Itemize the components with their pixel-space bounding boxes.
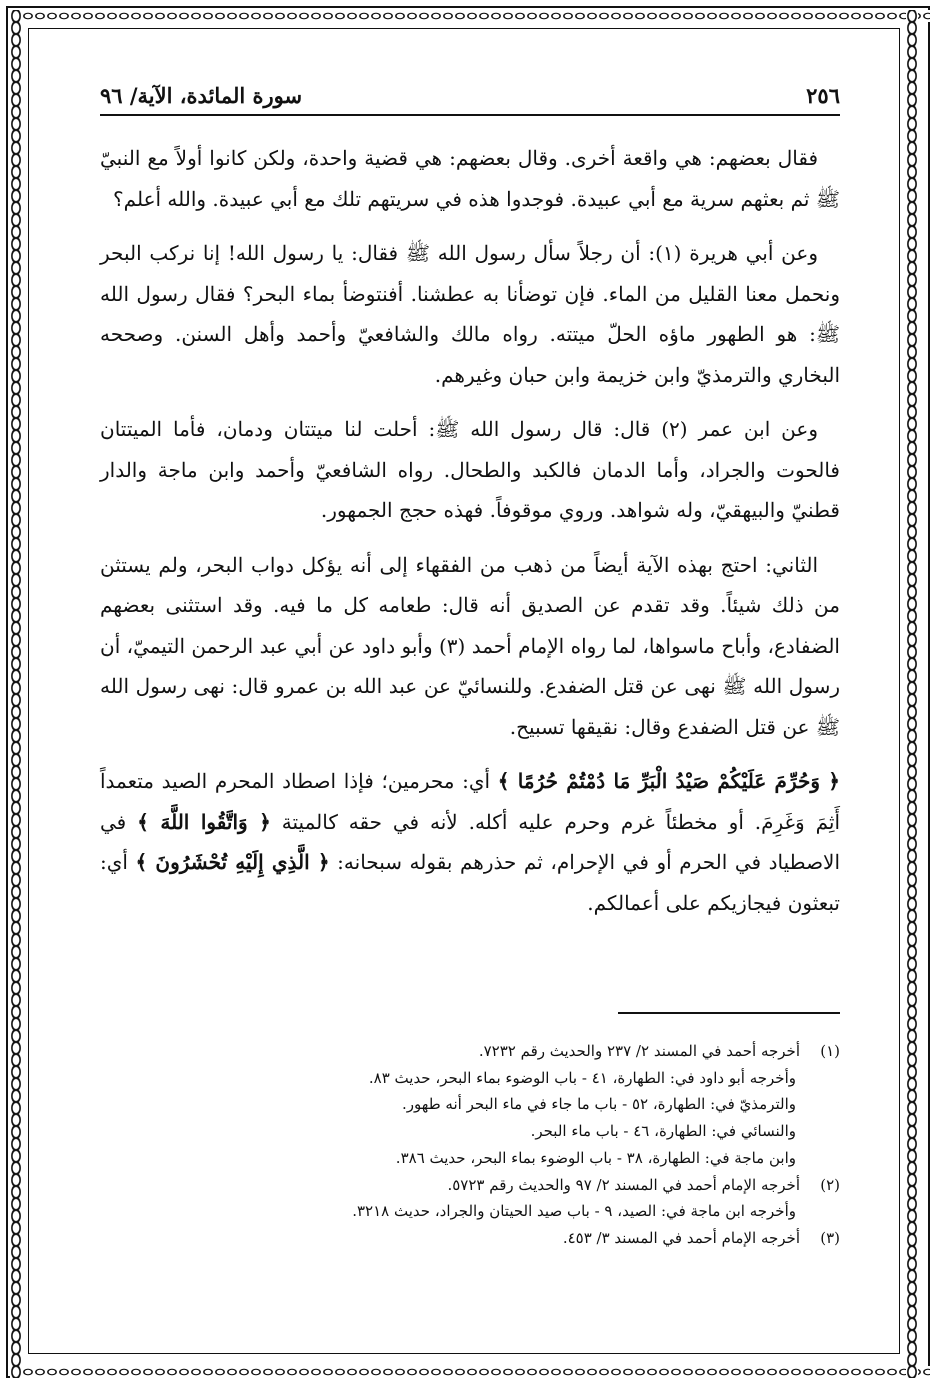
footnote xyxy=(100,1118,840,1145)
quran-verse: ﴿ وَاتَّقُوا اللَّهَ ﴾ xyxy=(137,809,271,834)
footnote-text: أخرجه الإمام أحمد في المسند ٢/ ٩٧ والحديث رقم ٥٧٢٣. xyxy=(447,1175,800,1194)
header-rule xyxy=(100,114,840,116)
chain-border-bottom xyxy=(10,1366,930,1378)
page-number: ٢٥٦ xyxy=(806,83,840,108)
footnote xyxy=(100,1225,840,1252)
footnote xyxy=(100,1091,840,1118)
commentary-text: في الاصطياد في الحرم أو في الإحرام، ثم حذرهم بقوله سبحانه: xyxy=(100,809,841,874)
footnote-number: (٢) xyxy=(820,1175,840,1194)
footnote xyxy=(100,1198,840,1225)
paragraph: وعن أبي هريرة (١): أن رجلاً سأل رسول الله ﷺ فقال: يا رسول الله! إنا نركب البحر ونحمل معنا القليل من الماء. فإن توضأنا به عطشنا. أفنتوضأ بماء البحر؟ فقال رسول الله ﷺ: هو الطهور ماؤه الحلّ ميتته. رواه مالك والشافعيّ وأحمد وأهل السنن. وصححه البخاري والترمذيّ وابن خزيمة وابن حبان وغيرهم. xyxy=(100,241,840,387)
footnote xyxy=(100,1038,840,1065)
commentary-text: أي: محرمين؛ فإذا اصطاد المحرم الصيد متعمداً أَثِمَ وَغَرِمَ. أو مخطئاً غرم وحرم عليه أكله. لأنه في حقه كالميتة xyxy=(100,769,841,834)
footnote-text: أخرجه الإمام أحمد في المسند ٣/ ٤٥٣. xyxy=(562,1228,800,1247)
chapter-title: سورة المائدة، الآية/ ٩٦ xyxy=(100,83,303,108)
footnote-text: والنسائي في: الطهارة، ٤٦ - باب ماء البحر. xyxy=(530,1122,796,1141)
chain-border-left xyxy=(10,10,22,1378)
chain-border-right xyxy=(906,10,918,1378)
footnote-text: وأخرجه ابن ماجة في: الصيد، ٩ - باب صيد الحيتان والجراد، حديث ٣٢١٨. xyxy=(352,1202,796,1221)
commentary-text: أي: تبعثون فيجازيكم على أعمالكم. xyxy=(100,850,840,915)
chain-border-top xyxy=(10,10,930,22)
footnote-text: وأخرجه أبو داود في: الطهارة، ٤١ - باب الوضوء بماء البحر، حديث ٨٣. xyxy=(368,1068,796,1087)
paragraph: الثاني: احتج بهذه الآية أيضاً من ذهب من الفقهاء إلى أنه يؤكل دواب البحر، ولم يستثن من ذلك شيئاً. وقد تقدم عن الصديق أنه قال: طعامه كل ما فيه. وقد استثنى بعضهم الضفادع، وأباح ماسواها، لما رواه الإمام أحمد (٣) وأبو داود عن أبي عبد الرحمن التيميّ، أن رسول الله ﷺ نهى عن قتل الضفدع. وللنسائيّ عن عبد الله بن عمرو قال: نهى رسول الله ﷺ عن قتل الضفدع وقال: نقيقها تسبيح. xyxy=(100,552,840,739)
footnote-number: (١) xyxy=(820,1042,840,1060)
footnote-number: (٣) xyxy=(820,1228,840,1247)
footnote xyxy=(100,1065,840,1092)
footnote-text: أخرجه أحمد في المسند ٢/ ٢٣٧ والحديث رقم ٧٢٣٢. xyxy=(478,1042,800,1060)
footnotes xyxy=(100,1038,840,1252)
footnote-text: وابن ماجة في: الطهارة، ٣٨ - باب الوضوء بماء البحر، حديث ٣٨٦. xyxy=(395,1148,796,1167)
footnote xyxy=(100,1145,840,1172)
quran-verse: ﴿ وَحُرِّمَ عَلَيْكُمْ صَيْدُ الْبَرِّ مَا دُمْتُمْ حُرُمًا ﴾ xyxy=(497,769,840,793)
running-header xyxy=(100,68,840,108)
paragraph: فقال بعضهم: هي واقعة أخرى. وقال بعضهم: هي قضية واحدة، ولكن كانوا أولاً مع النبيّ ﷺ ثم بعثهم سرية مع أبي عبيدة. فوجدوا هذه في سريتهم تلك مع أبي عبيدة. والله أعلم؟ xyxy=(100,146,840,211)
footnote xyxy=(100,1172,840,1199)
paragraph: وعن ابن عمر (٢) قال: قال رسول الله ﷺ: أحلت لنا ميتتان ودمان، فأما الميتتان فالحوت والجراد، وأما الدمان فالكبد والطحال. رواه الشافعيّ وأحمد وابن ماجة والدار قطنيّ والبيهقيّ، وله شواهد. وروي موقوفاً. فهذه حجج الجمهور. xyxy=(100,417,840,522)
quran-verse: ﴿ الَّذِي إِلَيْهِ تُحْشَرُونَ ﴾ xyxy=(135,850,330,874)
paragraph-quran-commentary xyxy=(100,761,840,923)
main-text xyxy=(100,138,840,937)
footnote-separator xyxy=(618,1012,840,1014)
footnote-text: والترمذيّ في: الطهارة، ٥٢ - باب ما جاء في ماء البحر أنه طهور. xyxy=(402,1095,796,1114)
